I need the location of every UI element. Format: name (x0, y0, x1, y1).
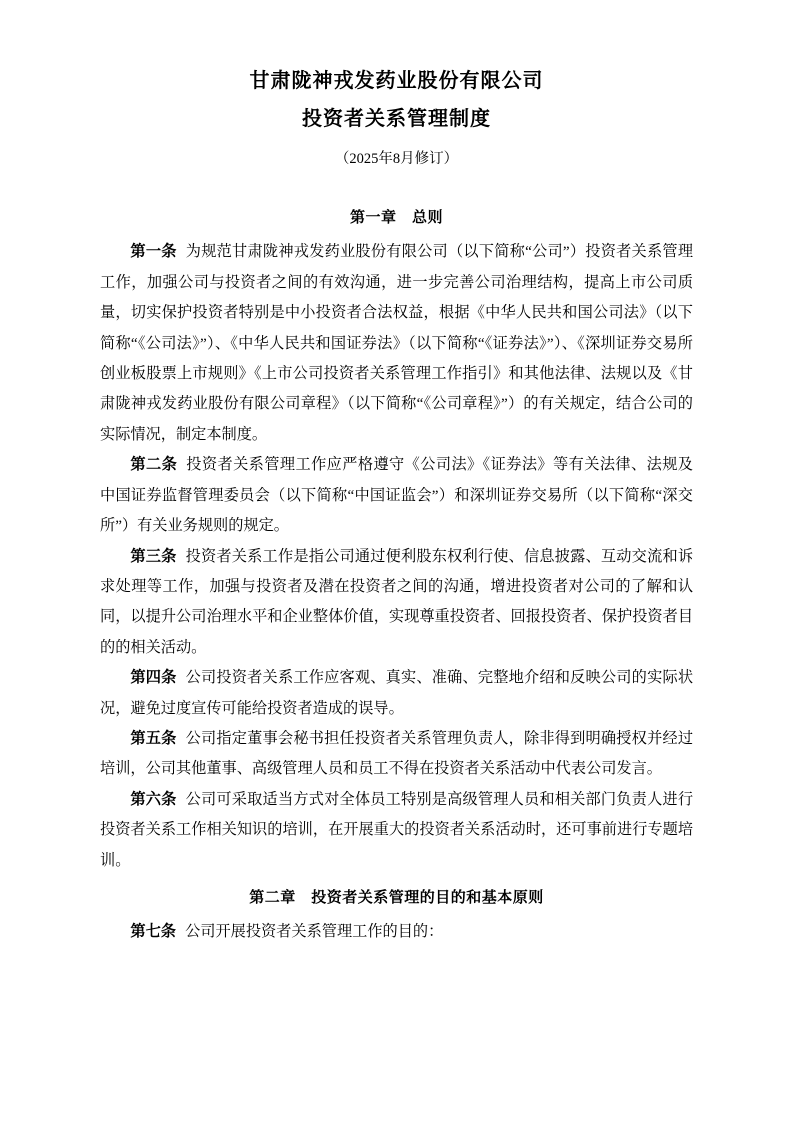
article-4 (100, 663, 693, 724)
article-number: 第一条 (130, 243, 177, 261)
article-3 (100, 542, 693, 664)
article-text: 公司投资者关系工作应客观、真实、准确、完整地介绍和反映公司的实际状况，避免过度宣传可能给投资者造成的误导。 (100, 669, 694, 717)
article-7 (100, 917, 693, 947)
article-text: 公司可采取适当方式对全体员工特别是高级管理人员和相关部门负责人进行投资者关系工作相关知识的培训，在开展重大的投资者关系活动时，还可事前进行专题培训。 (100, 790, 694, 869)
article-number: 第三条 (130, 547, 177, 565)
document-title-line2: 投资者关系管理制度 (302, 108, 491, 130)
article-text: 公司开展投资者关系管理工作的目的： (185, 922, 444, 940)
chapter-heading-2: 第二章 投资者关系管理的目的和基本原则 (249, 889, 544, 906)
article-text: 投资者关系工作是指公司通过便利股东权利行使、信息披露、互动交流和诉求处理等工作，加强与投资者及潜在投资者之间的沟通，增进投资者对公司的了解和认同，以提升公司治理水平和企业整体价值，实现尊重投资者、回报投资者、保护投资者目的的相关活动。 (100, 547, 694, 656)
article-number: 第七条 (130, 922, 176, 940)
document-title-line1: 甘肃陇神戎发药业股份有限公司 (249, 70, 544, 92)
article-number: 第四条 (130, 669, 177, 687)
article-1 (100, 237, 693, 450)
article-text: 公司指定董事会秘书担任投资者关系管理负责人，除非得到明确授权并经过培训，公司其他董事、高级管理人员和员工不得在投资者关系活动中代表公司发言。 (100, 729, 694, 778)
article-number: 第六条 (130, 790, 177, 808)
chapter-heading-1: 第一章 总则 (349, 210, 443, 227)
article-text: 投资者关系管理工作应严格遵守《公司法》《证券法》等有关法律、法规及中国证券监督管理委员会（以下简称“中国证监会”）和深圳证券交易所（以下简称“深交所”）有关业务规则的规定。 (100, 456, 693, 535)
article-number: 第五条 (130, 729, 177, 747)
article-text: 为规范甘肃陇神戎发药业股份有限公司（以下简称“公司”）投资者关系管理工作，加强公司与投资者之间的有效沟通，进一步完善公司治理结构，提高上市公司质量，切实保护投资者特别是中小投资者合法权益，根据《中华人民共和国公司法》（以下简称“《公司法》”）、《中华人民共和国证券法》（以下简称“《证券法》”）、《深圳证券交易所创业板股票上市规则》《上市公司投资者关系管理工作指引》和其他法律、法规以及《甘肃陇神戎发药业股份有限公司章程》（以下简称“《公司章程》”）的有关规定，结合公司的实际情况，制定本制度。 (100, 243, 694, 443)
article-number: 第二条 (130, 456, 178, 474)
article-5 (100, 724, 693, 785)
document-subtitle: （2025年8月修订） (334, 151, 459, 167)
article-2 (100, 450, 693, 541)
article-6 (100, 785, 693, 876)
